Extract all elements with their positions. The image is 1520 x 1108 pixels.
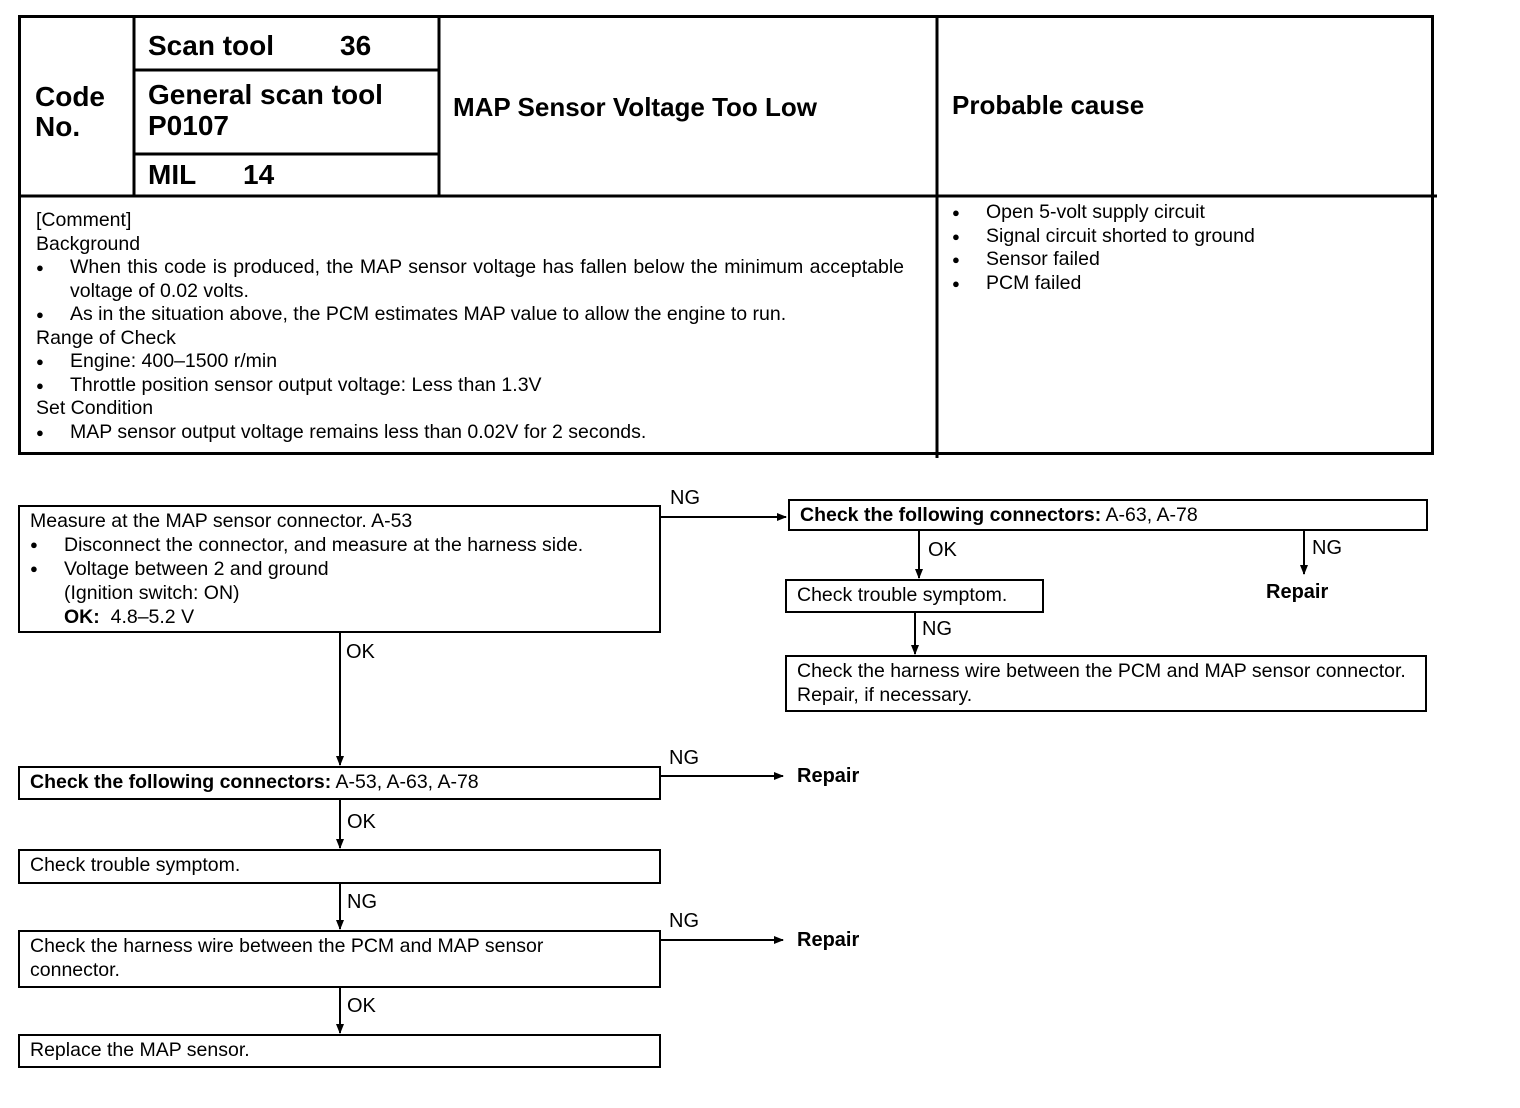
step-check-harness-wire: Check the harness wire between the PCM and MAP sensor connector. [18, 930, 661, 988]
ok-spec-label: OK: [64, 606, 100, 628]
step-ok-spec [30, 605, 649, 629]
general-scan-tool-label: General scan tool [148, 79, 383, 110]
ng-label: NG [669, 747, 699, 769]
step-item: ● Voltage between 2 and ground [30, 557, 649, 581]
step-check-trouble-symptom: Check trouble symptom. [18, 849, 661, 884]
ok-label: OK [347, 995, 376, 1017]
ng-label: NG [670, 487, 700, 509]
dtc-title: MAP Sensor Voltage Too Low [453, 92, 818, 122]
set-condition-item: ● MAP sensor output voltage remains less than 0.02V for 2 seconds. [36, 421, 904, 445]
right-check-trouble-symptom: Check trouble symptom. [785, 579, 1044, 613]
step-bold-text: Check the following connectors: [30, 771, 332, 793]
probable-cause-item: ● Open 5-volt supply circuit [952, 201, 1412, 225]
right-check-harness-wire: Check the harness wire between the PCM and MAP sensor connector. Repair, if necessary. [785, 655, 1427, 712]
repair-label: Repair [1266, 581, 1329, 603]
scan-tool-label: Scan tool [148, 30, 275, 61]
step-subnote: (Ignition switch: ON) [64, 582, 240, 604]
mil-label: MIL [148, 159, 197, 190]
code-no-label: Code No. [35, 81, 105, 142]
ng-label: NG [922, 618, 952, 640]
ng-label: NG [347, 891, 377, 913]
range-label: Range of Check [36, 326, 176, 349]
background-label: Background [36, 232, 141, 255]
step-item: ● Disconnect the connector, and measure at the harness side. [30, 533, 649, 557]
set-condition-label: Set Condition [36, 397, 154, 419]
repair-label: Repair [797, 929, 860, 951]
step-text: A-63, A-78 [1101, 504, 1198, 526]
step-check-connectors [18, 766, 661, 800]
background-item: ● When this code is produced, the MAP sensor voltage has fallen below the minimum acceptable voltage of 0.02 volts. [36, 256, 904, 303]
ok-label: OK [346, 641, 375, 663]
ng-label: NG [1312, 537, 1342, 559]
comment-heading: [Comment] [36, 209, 132, 231]
ok-spec-value: 4.8–5.2 V [110, 606, 195, 628]
ng-label: NG [669, 910, 699, 932]
probable-cause-heading: Probable cause [952, 90, 1145, 120]
ok-label: OK [347, 811, 376, 833]
scan-tool-value: 36 [340, 30, 372, 61]
range-item: ● Engine: 400–1500 r/min [36, 350, 904, 374]
probable-cause-item: ● Signal circuit shorted to ground [952, 225, 1412, 249]
step-text: A-53, A-63, A-78 [331, 771, 479, 793]
mil-value: 14 [243, 159, 275, 190]
step-title: Measure at the MAP sensor connector. A-53 [30, 510, 413, 532]
repair-label: Repair [797, 765, 860, 787]
general-scan-tool-value: P0107 [148, 110, 229, 141]
probable-cause-item: ● Sensor failed [952, 248, 1412, 272]
step-replace-map-sensor: Replace the MAP sensor. [18, 1034, 661, 1068]
step-bold-text: Check the following connectors: [800, 504, 1102, 526]
step-measure-map-connector [18, 505, 661, 633]
background-item: ● As in the situation above, the PCM estimates MAP value to allow the engine to run. [36, 303, 904, 327]
probable-cause-item: ● PCM failed [952, 272, 1412, 296]
ok-label: OK [928, 539, 957, 561]
range-item: ● Throttle position sensor output voltage: Less than 1.3V [36, 374, 904, 398]
right-check-connectors [788, 499, 1428, 531]
